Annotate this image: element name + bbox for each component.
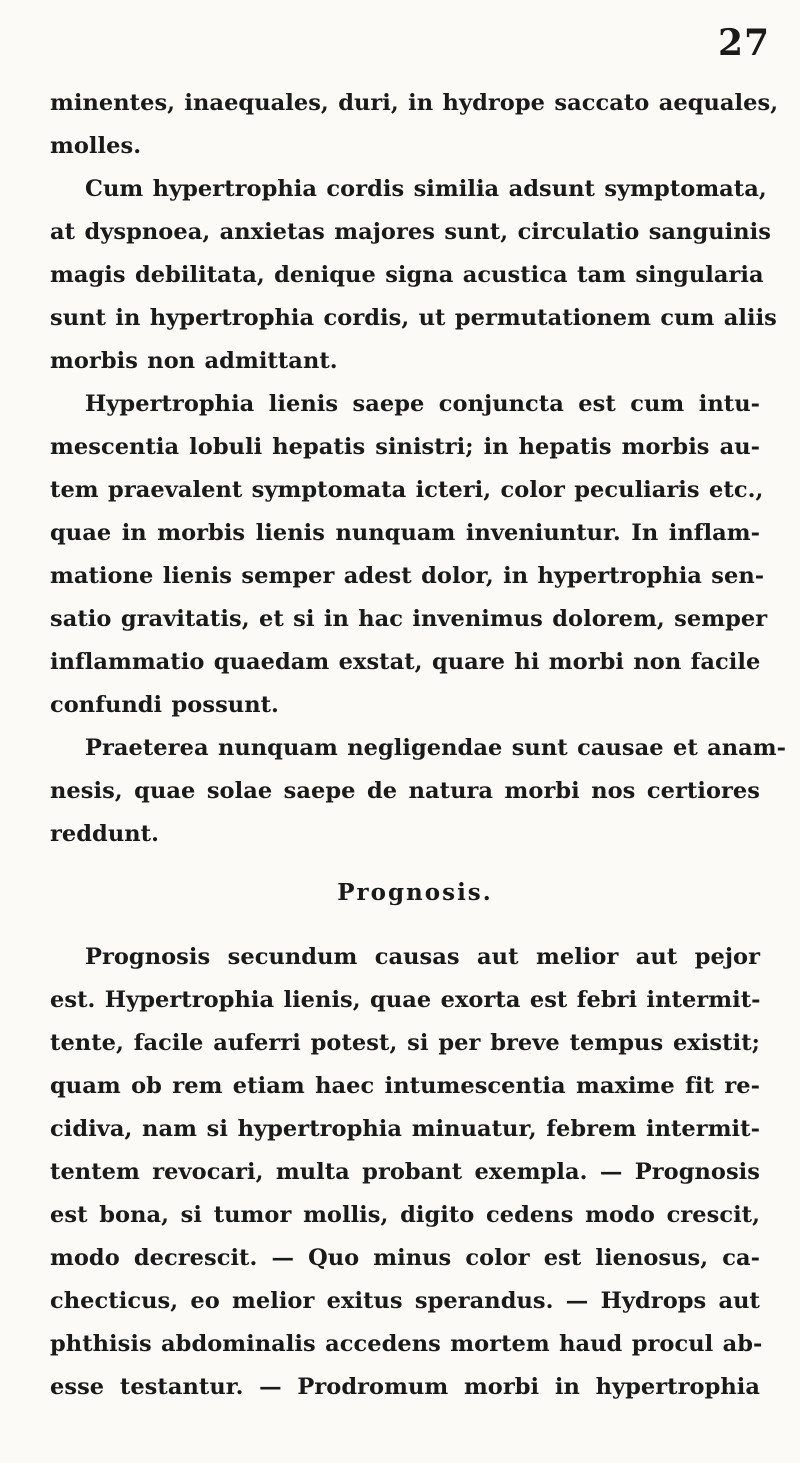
text-line: at dyspnoea, anxietas majores sunt, circulatio sanguinis xyxy=(50,219,771,245)
page-number: 27 xyxy=(718,22,771,64)
body-text xyxy=(50,82,787,1409)
paragraph-1 xyxy=(50,82,779,168)
text-line: tente, facile auferri potest, si per breve tempus existit; xyxy=(50,1030,760,1056)
text-line: mescentia lobuli hepatis sinistri; in hepatis morbis au- xyxy=(50,434,760,460)
paragraph-4 xyxy=(50,727,787,856)
text-line: minentes, inaequales, duri, in hydrope saccato aequales, xyxy=(50,90,779,116)
text-line: cidiva, nam si hypertrophia minuatur, febrem intermit- xyxy=(50,1116,760,1142)
text-line: phthisis abdominalis accedens mortem haud procul ab- xyxy=(50,1331,763,1357)
text-line: morbis non admittant. xyxy=(50,348,338,374)
text-line: quam ob rem etiam haec intumescentia maxime fit re- xyxy=(50,1073,760,1099)
text-line: reddunt. xyxy=(50,821,159,847)
text-line: magis debilitata, denique signa acustica tam singularia xyxy=(50,262,764,288)
text-line: confundi possunt. xyxy=(50,692,279,718)
text-line: quae in morbis lienis nunquam inveniuntur. In inflam- xyxy=(50,520,760,546)
text-line: Prognosis secundum causas aut melior aut pejor xyxy=(85,944,760,970)
paragraph-2 xyxy=(50,168,777,383)
text-line: tem praevalent symptomata icteri, color peculiaris etc., xyxy=(50,477,764,503)
text-line: est bona, si tumor mollis, digito cedens modo crescit, xyxy=(50,1202,760,1228)
text-line: satio gravitatis, et si in hac invenimus dolorem, semper xyxy=(50,606,768,632)
text-line: Cum hypertrophia cordis similia adsunt symptomata, xyxy=(85,176,767,202)
heading-spacer xyxy=(50,914,760,936)
text-line: sunt in hypertrophia cordis, ut permutationem cum aliis xyxy=(50,305,777,331)
paragraph-5 xyxy=(50,936,763,1409)
text-line: Praeterea nunquam negligendae sunt causae et anam- xyxy=(85,735,787,761)
text-line: tentem revocari, multa probant exempla. — Prognosis xyxy=(50,1159,760,1185)
paragraph-3 xyxy=(50,383,768,727)
text-line: est. Hypertrophia lienis, quae exorta est febri intermit- xyxy=(50,987,761,1013)
text-line: matione lienis semper adest dolor, in hypertrophia sen- xyxy=(50,563,765,589)
text-line: molles. xyxy=(50,133,142,159)
text-line: checticus, eo melior exitus sperandus. — Hydrops aut xyxy=(50,1288,760,1314)
section-heading: Prognosis. xyxy=(337,879,493,906)
text-line: inflammatio quaedam exstat, quare hi morbi non facile xyxy=(50,649,761,675)
text-line: modo decrescit. — Quo minus color est lienosus, ca- xyxy=(50,1245,760,1271)
text-line: esse testantur. — Prodromum morbi in hypertrophia xyxy=(50,1374,760,1400)
text-line: nesis, quae solae saepe de natura morbi nos certiores xyxy=(50,778,760,804)
text-line: Hypertrophia lienis saepe conjuncta est cum intu- xyxy=(85,391,760,417)
